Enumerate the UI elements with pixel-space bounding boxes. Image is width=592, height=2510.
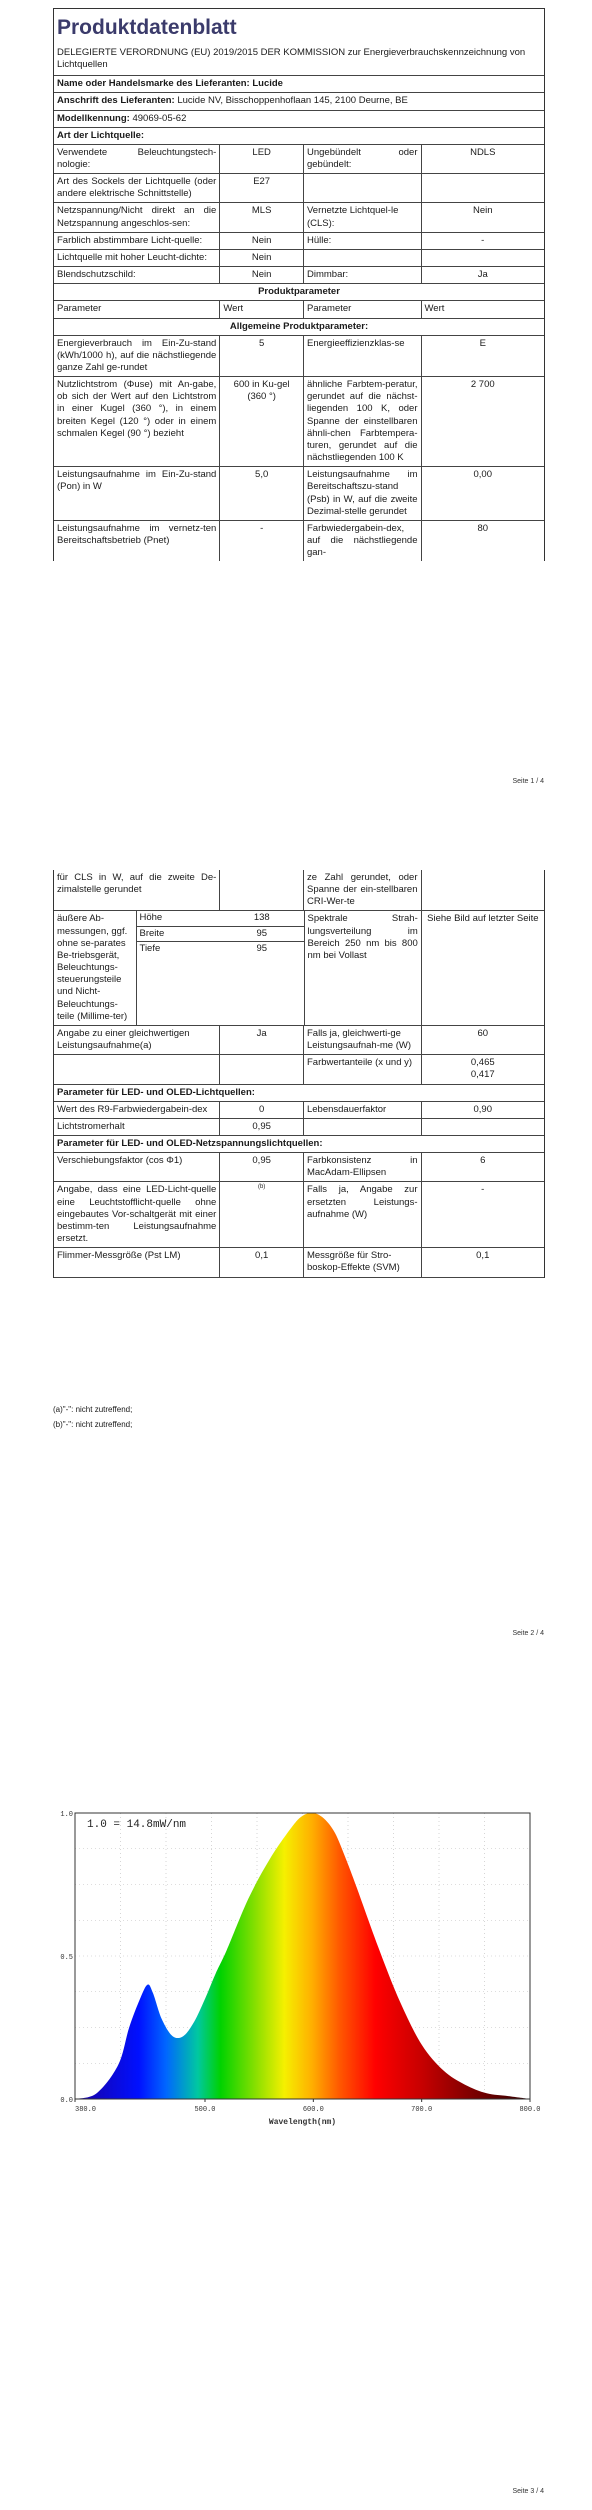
table-row bbox=[54, 250, 544, 267]
param-label: Messgröße für Stro-boskop-Effekte (SVM) bbox=[303, 1248, 421, 1276]
param-value: E27 bbox=[219, 174, 303, 202]
table-row bbox=[54, 521, 544, 561]
param-value: 0,1 bbox=[421, 1248, 545, 1276]
table-row bbox=[54, 377, 544, 467]
x-tick-label: 500.0 bbox=[194, 2106, 216, 2114]
param-label bbox=[303, 250, 421, 266]
param-label: Verschiebungsfaktor (cos Φ1) bbox=[57, 1155, 183, 1167]
table-row bbox=[54, 1055, 544, 1084]
param-label: Nutzlichtstrom (Φuse) mit An-gabe, ob sich der Wert auf den Lichtstrom in einer Kugel (360 °), in einem breiten Kegel (120 °) oder in einem schmalen Kegel (90 °) bezieht bbox=[57, 379, 217, 439]
param-label: Lebensdauerfaktor bbox=[303, 1102, 421, 1118]
dims-group bbox=[136, 911, 304, 1024]
mains-params-heading: Parameter für LED- und OLED-Netzspannungslichtquellen: bbox=[57, 1137, 323, 1149]
param-value: Siehe Bild auf letzter Seite bbox=[421, 911, 544, 1024]
table-row bbox=[54, 870, 544, 911]
table-row bbox=[54, 267, 544, 284]
param-value: Ja bbox=[421, 267, 545, 283]
table-row bbox=[54, 174, 544, 203]
page-number: Seite 1 / 4 bbox=[512, 778, 544, 785]
table-row bbox=[54, 1248, 544, 1277]
led-params-heading: Parameter für LED- und OLED-Lichtquellen: bbox=[57, 1086, 255, 1098]
param-value: - bbox=[421, 1182, 545, 1247]
dim-value: 138 bbox=[253, 912, 270, 924]
column-header: Parameter bbox=[303, 301, 421, 317]
x-tick-label: 600.0 bbox=[302, 2106, 324, 2114]
column-header: Wert bbox=[219, 301, 303, 317]
page-1 bbox=[0, 0, 592, 790]
param-value: 0,465 0,417 bbox=[421, 1055, 545, 1083]
param-label: Farblich abstimmbare Licht-quelle: bbox=[57, 234, 203, 246]
table-row bbox=[54, 1102, 544, 1119]
param-value bbox=[421, 250, 545, 266]
param-label bbox=[54, 1055, 219, 1083]
param-label: Netzspannung/Nicht direkt an die Netzspannung angeschlos-sen: bbox=[57, 205, 217, 229]
param-value: (b) bbox=[219, 1182, 303, 1247]
model-id: 49069-05-62 bbox=[132, 112, 187, 124]
datasheet-table-2 bbox=[53, 870, 545, 1278]
spectrum-svg bbox=[50, 1809, 541, 2129]
param-value: 60 bbox=[421, 1026, 545, 1054]
table-row bbox=[54, 145, 544, 174]
y-tick-label: 0.5 bbox=[60, 1954, 73, 1962]
dim-value: 95 bbox=[256, 942, 268, 954]
param-value: LED bbox=[219, 145, 303, 173]
param-label: Spektrale Strah-lungsverteilung im Bereich 250 nm bis 800 nm bei Vollast bbox=[304, 911, 421, 1024]
dim-label: Höhe bbox=[139, 912, 163, 924]
param-value: 600 in Ku-gel (360 °) bbox=[219, 377, 303, 466]
param-label: Blendschutzschild: bbox=[57, 269, 136, 281]
param-value: 2 700 bbox=[421, 377, 545, 466]
param-label: Angabe zu einer gleichwertigen Leistungsaufnahme(a) bbox=[57, 1027, 190, 1052]
table-row bbox=[54, 1026, 544, 1055]
param-value: 5 bbox=[219, 336, 303, 376]
param-label: Ungebündelt oder gebündelt: bbox=[303, 145, 421, 173]
page-2 bbox=[0, 860, 592, 1650]
param-label: Leistungsaufnahme im vernetz-ten Bereitschaftsbetrieb (Pnet) bbox=[57, 522, 217, 547]
type-heading: Art der Lichtquelle: bbox=[57, 129, 145, 141]
param-label: Lichtquelle mit hoher Leucht-dichte: bbox=[57, 251, 207, 263]
dim-label: Breite bbox=[139, 927, 165, 939]
param-value: Nein bbox=[219, 233, 303, 249]
param-label bbox=[303, 1119, 421, 1135]
table-row bbox=[54, 1119, 544, 1136]
footnote-b: (b)"-": nicht zutreffend; bbox=[53, 1420, 133, 1429]
table-row bbox=[54, 203, 544, 232]
param-value bbox=[421, 1119, 545, 1135]
x-tick-label: 700.0 bbox=[411, 2106, 433, 2114]
param-value: 6 bbox=[421, 1153, 545, 1181]
spectrum-chart bbox=[50, 1809, 541, 2129]
dim-row bbox=[137, 942, 304, 956]
param-label: Energieeffizienzklas-se bbox=[303, 336, 421, 376]
param-value: - bbox=[219, 521, 303, 561]
param-value: NDLS bbox=[421, 145, 545, 173]
param-value: 0,1 bbox=[219, 1248, 303, 1276]
table-row bbox=[54, 467, 544, 521]
y-tick-label: 0.0 bbox=[60, 2097, 73, 2105]
dims-label: äußere Ab-messungen, ggf. ohne se-parates Be-triebsgerät, Beleuchtungs-steuerungsteile und Nicht-Beleuchtungs-teile (Millime-ter) bbox=[57, 913, 128, 1022]
param-value: 0,00 bbox=[421, 467, 545, 520]
param-value: 0,90 bbox=[421, 1102, 545, 1118]
x-tick-label: 380.0 bbox=[75, 2106, 97, 2114]
param-value: 0,95 bbox=[219, 1119, 303, 1135]
param-label: Farbkonsistenz in MacAdam-Ellipsen bbox=[303, 1153, 421, 1181]
param-label: Flimmer-Messgröße (Pst LM) bbox=[57, 1250, 181, 1262]
product-params-heading: Produktparameter bbox=[258, 286, 340, 298]
param-label bbox=[303, 174, 421, 202]
param-value bbox=[421, 174, 545, 202]
dim-value: 95 bbox=[256, 927, 268, 939]
param-label: Vernetzte Lichtquel-le (CLS): bbox=[303, 203, 421, 231]
param-value: - bbox=[421, 233, 545, 249]
param-value: Ja bbox=[219, 1026, 303, 1054]
param-value: Nein bbox=[421, 203, 545, 231]
column-header: Wert bbox=[421, 301, 545, 317]
datasheet-table-1 bbox=[53, 8, 545, 561]
chart-annotation: 1.0 = 14.8mW/nm bbox=[87, 1819, 187, 1831]
general-params-heading: Allgemeine Produktparameter: bbox=[229, 320, 369, 332]
param-label: Falls ja, gleichwerti-ge Leistungsaufnah-me (W) bbox=[303, 1026, 421, 1054]
param-value bbox=[219, 1055, 303, 1083]
regulation-text: DELEGIERTE VERORDNUNG (EU) 2019/2015 DER KOMMISSION zur Energieverbrauchskennzeichnung von Lichtquellen bbox=[57, 46, 526, 71]
page-title: Produktdatenblatt bbox=[57, 16, 237, 39]
y-tick-label: 1.0 bbox=[60, 1811, 73, 1819]
param-label: Farbwiedergabein-dex, auf die nächstliegende gan- bbox=[303, 521, 421, 561]
supplier-name: Name oder Handelsmarke des Lieferanten: Lucide bbox=[57, 78, 283, 90]
page-number: Seite 2 / 4 bbox=[512, 1630, 544, 1637]
param-value: 80 bbox=[421, 521, 545, 561]
param-label: Energieverbrauch im Ein-Zu-stand (kWh/1000 h), auf die nächstliegende ganze Zahl ge-rundet bbox=[57, 337, 217, 373]
table-header bbox=[54, 301, 544, 318]
supplier-address-label: Anschrift des Lieferanten: bbox=[57, 95, 175, 107]
table-row bbox=[54, 1182, 544, 1248]
param-label: für CLS in W, auf die zweite De-zimalstelle gerundet bbox=[57, 872, 217, 896]
dim-row bbox=[137, 927, 304, 942]
param-label: Dimmbar: bbox=[303, 267, 421, 283]
supplier-address: Lucide NV, Bisschoppenhoflaan 145, 2100 Deurne, BE bbox=[177, 95, 408, 107]
x-axis-label: Wavelength(nm) bbox=[268, 2118, 337, 2127]
dim-label: Tiefe bbox=[139, 942, 161, 954]
table-row bbox=[54, 1153, 544, 1182]
param-label: Lichtstromerhalt bbox=[57, 1120, 125, 1132]
param-value: MLS bbox=[219, 203, 303, 231]
param-label: Hülle: bbox=[303, 233, 421, 249]
param-label: Angabe, dass eine LED-Licht-quelle eine Leuchtstofflicht-quelle ohne eingebautes Vor-schaltgerät mit einer bestimm-ten Leistungsaufnahme ersetzt. bbox=[57, 1184, 217, 1245]
table-row bbox=[54, 336, 544, 377]
param-label: Leistungsaufnahme im Ein-Zu-stand (Pon) in W bbox=[57, 469, 217, 493]
param-value: 0,95 bbox=[219, 1153, 303, 1181]
param-value: 5,0 bbox=[219, 467, 303, 520]
param-label: Wert des R9-Farbwiedergabein-dex bbox=[57, 1103, 208, 1115]
param-value: Nein bbox=[219, 250, 303, 266]
param-label: Falls ja, Angabe zur ersetzten Leistungs-aufnahme (W) bbox=[303, 1182, 421, 1247]
dim-row bbox=[137, 911, 304, 926]
param-value: 0 bbox=[219, 1102, 303, 1118]
param-label: ze Zahl gerundet, oder Spanne der ein-stellbaren CRI-Wer-te bbox=[303, 870, 421, 910]
model-label: Modellkennung: bbox=[57, 112, 130, 124]
param-label: ähnliche Farbtem-peratur, gerundet auf die nächst-liegenden 100 K, oder Spanne der einstellbaren ähnli-chen Farbtempera-turen, gerundet auf die nächstliegenden 100 K bbox=[303, 377, 421, 466]
table-row bbox=[54, 911, 544, 1025]
param-value: Nein bbox=[219, 267, 303, 283]
page-number: Seite 3 / 4 bbox=[512, 2488, 544, 2495]
param-label: Verwendete Beleuchtungstech-nologie: bbox=[57, 146, 217, 170]
param-value: E bbox=[421, 336, 545, 376]
column-header: Parameter bbox=[57, 303, 102, 315]
footnote-a: (a)"-": nicht zutreffend; bbox=[53, 1405, 133, 1414]
param-label: Farbwertanteile (x und y) bbox=[303, 1055, 421, 1083]
page-3 bbox=[0, 1790, 592, 2510]
table-row bbox=[54, 233, 544, 250]
param-label: Art des Sockels der Lichtquelle (oder andere elektrische Schnittstelle) bbox=[57, 176, 217, 200]
param-label: Leistungsaufnahme im Bereitschaftszu-stand (Psb) in W, auf die zweite Dezimal-stelle gerundet bbox=[303, 467, 421, 520]
x-tick-label: 800.0 bbox=[519, 2106, 541, 2114]
